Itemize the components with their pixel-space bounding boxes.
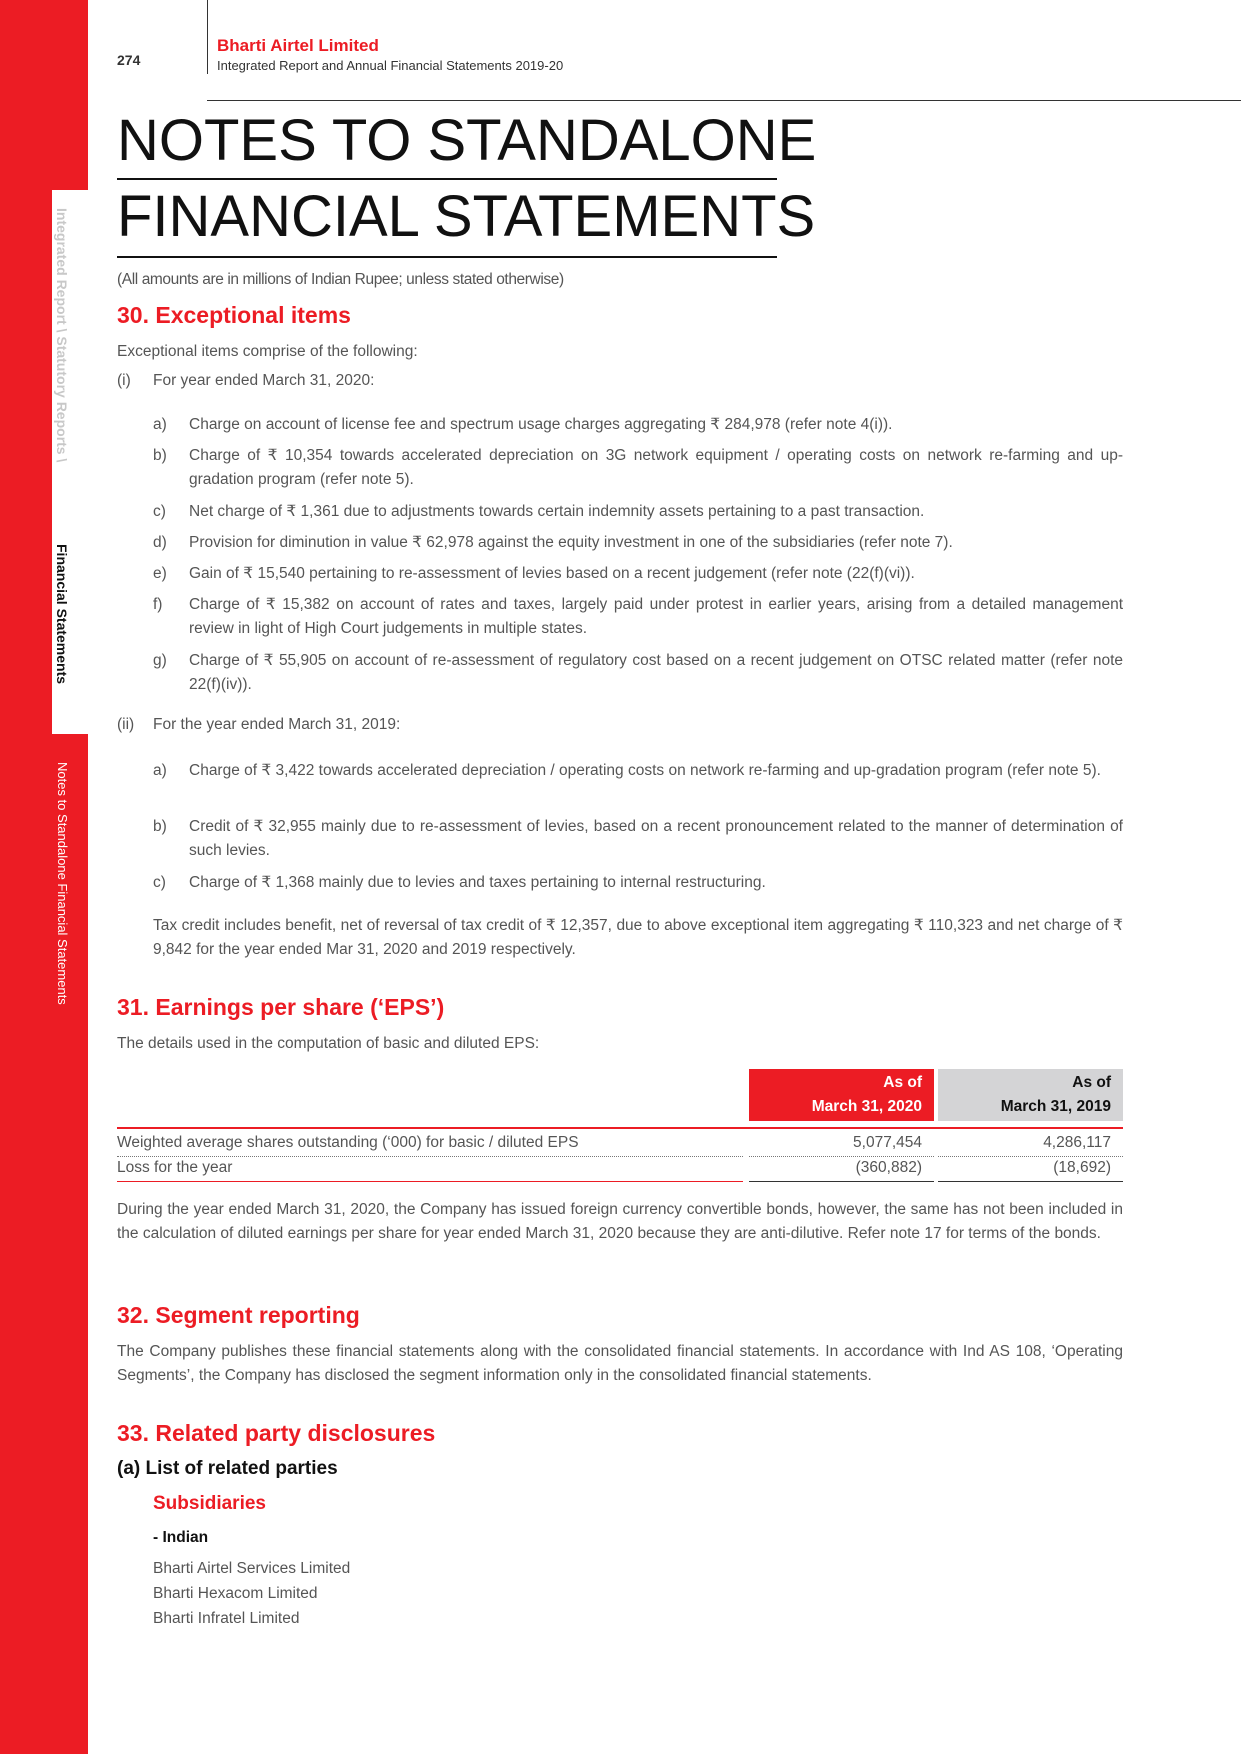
header-line: As of: [883, 1074, 922, 1091]
sidebar-section-label: Notes to Standalone Financial Statements: [55, 762, 70, 1005]
list-item: Bharti Airtel Services Limited: [153, 1560, 351, 1577]
group-title: For year ended March 31, 2020:: [153, 372, 375, 389]
list-item-text: Charge on account of license fee and spectrum usage charges aggregating ₹ 284,978 (refer note 4(i)).: [189, 416, 893, 433]
group-label: (i): [117, 372, 131, 389]
group-title: For the year ended March 31, 2019:: [153, 716, 401, 733]
table-row-label: Weighted average shares outstanding (‘000) for basic / diluted EPS: [117, 1134, 579, 1151]
eps-table-header-2019: [938, 1069, 1123, 1121]
table-cell-2020: (360,882): [855, 1159, 922, 1176]
list-item-text: Charge of ₹ 55,905 on account of re-assessment of regulatory cost based on a recent judgement on OTSC related matter (refer note 22(f)(iv)).: [189, 652, 1123, 693]
page-title-line1: NOTES TO STANDALONE: [117, 108, 817, 173]
list-item-label: b): [153, 447, 167, 464]
title-underline: [117, 256, 777, 258]
sidebar-nav-inactive[interactable]: [54, 208, 70, 462]
list-item: [153, 871, 1123, 895]
header-line: As of: [1072, 1074, 1111, 1091]
list-item: [153, 649, 1123, 697]
sidebar-separator: \: [54, 458, 70, 463]
header-rule: [207, 100, 1241, 101]
subheading-related-parties: (a) List of related parties: [117, 1458, 338, 1479]
list-item-text: Provision for diminution in value ₹ 62,978 against the equity investment in one of the subsidiaries (refer note 7).: [189, 534, 953, 551]
list-item-label: c): [153, 503, 166, 520]
sidebar-item-financial-statements[interactable]: Financial Statements: [54, 544, 70, 685]
list-item-label: g): [153, 652, 167, 669]
sidebar-separator: \: [54, 328, 70, 333]
table-cell-2020: 5,077,454: [853, 1134, 922, 1151]
table-header-rule: [117, 1127, 1123, 1129]
row-divider: [749, 1181, 934, 1182]
header-line: March 31, 2020: [811, 1098, 922, 1115]
list-item-text: Credit of ₹ 32,955 mainly due to re-assessment of levies, based on a recent pronouncement related to the manner of determination of such levies.: [189, 818, 1123, 859]
list-item-label: b): [153, 818, 167, 835]
list-item: [153, 759, 1123, 783]
title-underline: [117, 178, 777, 180]
row-divider: [938, 1156, 1123, 1157]
list-item: [153, 562, 1123, 586]
header-line: March 31, 2019: [1000, 1098, 1111, 1115]
list-item-text: Charge of ₹ 3,422 towards accelerated depreciation / operating costs on network re-farming and up-gradation program (refer note 5).: [189, 762, 1101, 779]
subheading-indian: - Indian: [153, 1529, 209, 1546]
list-item-label: e): [153, 565, 167, 582]
section-heading-30: 30. Exceptional items: [117, 302, 351, 328]
section-30-intro: Exceptional items comprise of the following:: [117, 343, 418, 360]
list-item-text: Gain of ₹ 15,540 pertaining to re-assessment of levies based on a recent judgement (refer note (22(f)(vi)).: [189, 565, 915, 582]
section-31-intro: The details used in the computation of basic and diluted EPS:: [117, 1035, 540, 1052]
section-heading-32: 32. Segment reporting: [117, 1302, 360, 1328]
table-cell-2019: (18,692): [1053, 1159, 1111, 1176]
list-item: [153, 815, 1123, 863]
list-item-text: Charge of ₹ 15,382 on account of rates and taxes, largely paid under protest in earlier years, arising from a detailed management review in light of High Court judgements in multiple states.: [189, 596, 1123, 637]
group-label: (ii): [117, 716, 135, 733]
list-item-text: Charge of ₹ 1,368 mainly due to levies and taxes pertaining to internal restructuring.: [189, 874, 766, 891]
list-item-text: Charge of ₹ 10,354 towards accelerated depreciation on 3G network equipment / operating costs on network re-farming and up-gradation program (refer note 5).: [189, 447, 1123, 488]
row-divider: [938, 1181, 1123, 1182]
company-name: Bharti Airtel Limited: [217, 36, 379, 55]
list-item: [153, 500, 1123, 524]
section-heading-31: 31. Earnings per share (‘EPS’): [117, 994, 445, 1020]
list-item: Bharti Infratel Limited: [153, 1610, 300, 1627]
list-item: [153, 531, 1123, 555]
tax-note: Tax credit includes benefit, net of reversal of tax credit of ₹ 12,357, due to above exceptional item aggregating ₹ 110,323 and net charge of ₹ 9,842 for the year ended Mar 31, 2020 and 2019 respectively.: [153, 917, 1123, 958]
list-item: [153, 413, 1123, 437]
list-item-label: a): [153, 762, 167, 779]
list-item-label: c): [153, 874, 166, 891]
row-divider: [117, 1156, 743, 1157]
header-divider: [207, 0, 208, 74]
list-item-text: Net charge of ₹ 1,361 due to adjustments towards certain indemnity assets pertaining to a past transaction.: [189, 503, 925, 520]
amounts-note: (All amounts are in millions of Indian Rupee; unless stated otherwise): [117, 271, 564, 288]
page-number: 274: [117, 52, 141, 68]
sidebar-item-integrated-report[interactable]: Integrated Report: [54, 208, 70, 325]
subheading-subsidiaries: Subsidiaries: [153, 1493, 266, 1514]
table-row-label: Loss for the year: [117, 1159, 233, 1176]
eps-note: During the year ended March 31, 2020, the Company has issued foreign currency convertible bonds, however, the same has not been included in the calculation of diluted earnings per share for year ended March 31, 2020 because they are anti-dilutive. Refer note 17 for terms of the bonds.: [117, 1201, 1123, 1242]
list-item: [153, 444, 1123, 492]
list-item-label: a): [153, 416, 167, 433]
list-item-label: d): [153, 534, 167, 551]
page-title-line2: FINANCIAL STATEMENTS: [117, 184, 816, 249]
list-item-label: f): [153, 596, 163, 613]
section-heading-33: 33. Related party disclosures: [117, 1420, 436, 1446]
row-divider: [117, 1181, 743, 1182]
sidebar-item-statutory-reports[interactable]: Statutory Reports: [54, 336, 70, 455]
list-item: [153, 593, 1123, 641]
report-name: Integrated Report and Annual Financial Statements 2019-20: [217, 58, 564, 73]
segment-text: The Company publishes these financial statements along with the consolidated financial statements. In accordance with Ind AS 108, ‘Operating Segments’, the Company has disclosed the segment information only in the consolidated financial statements.: [117, 1343, 1123, 1384]
row-divider: [749, 1156, 934, 1157]
list-item: Bharti Hexacom Limited: [153, 1585, 318, 1602]
eps-table-header-2020: [749, 1069, 934, 1121]
table-cell-2019: 4,286,117: [1043, 1134, 1111, 1151]
